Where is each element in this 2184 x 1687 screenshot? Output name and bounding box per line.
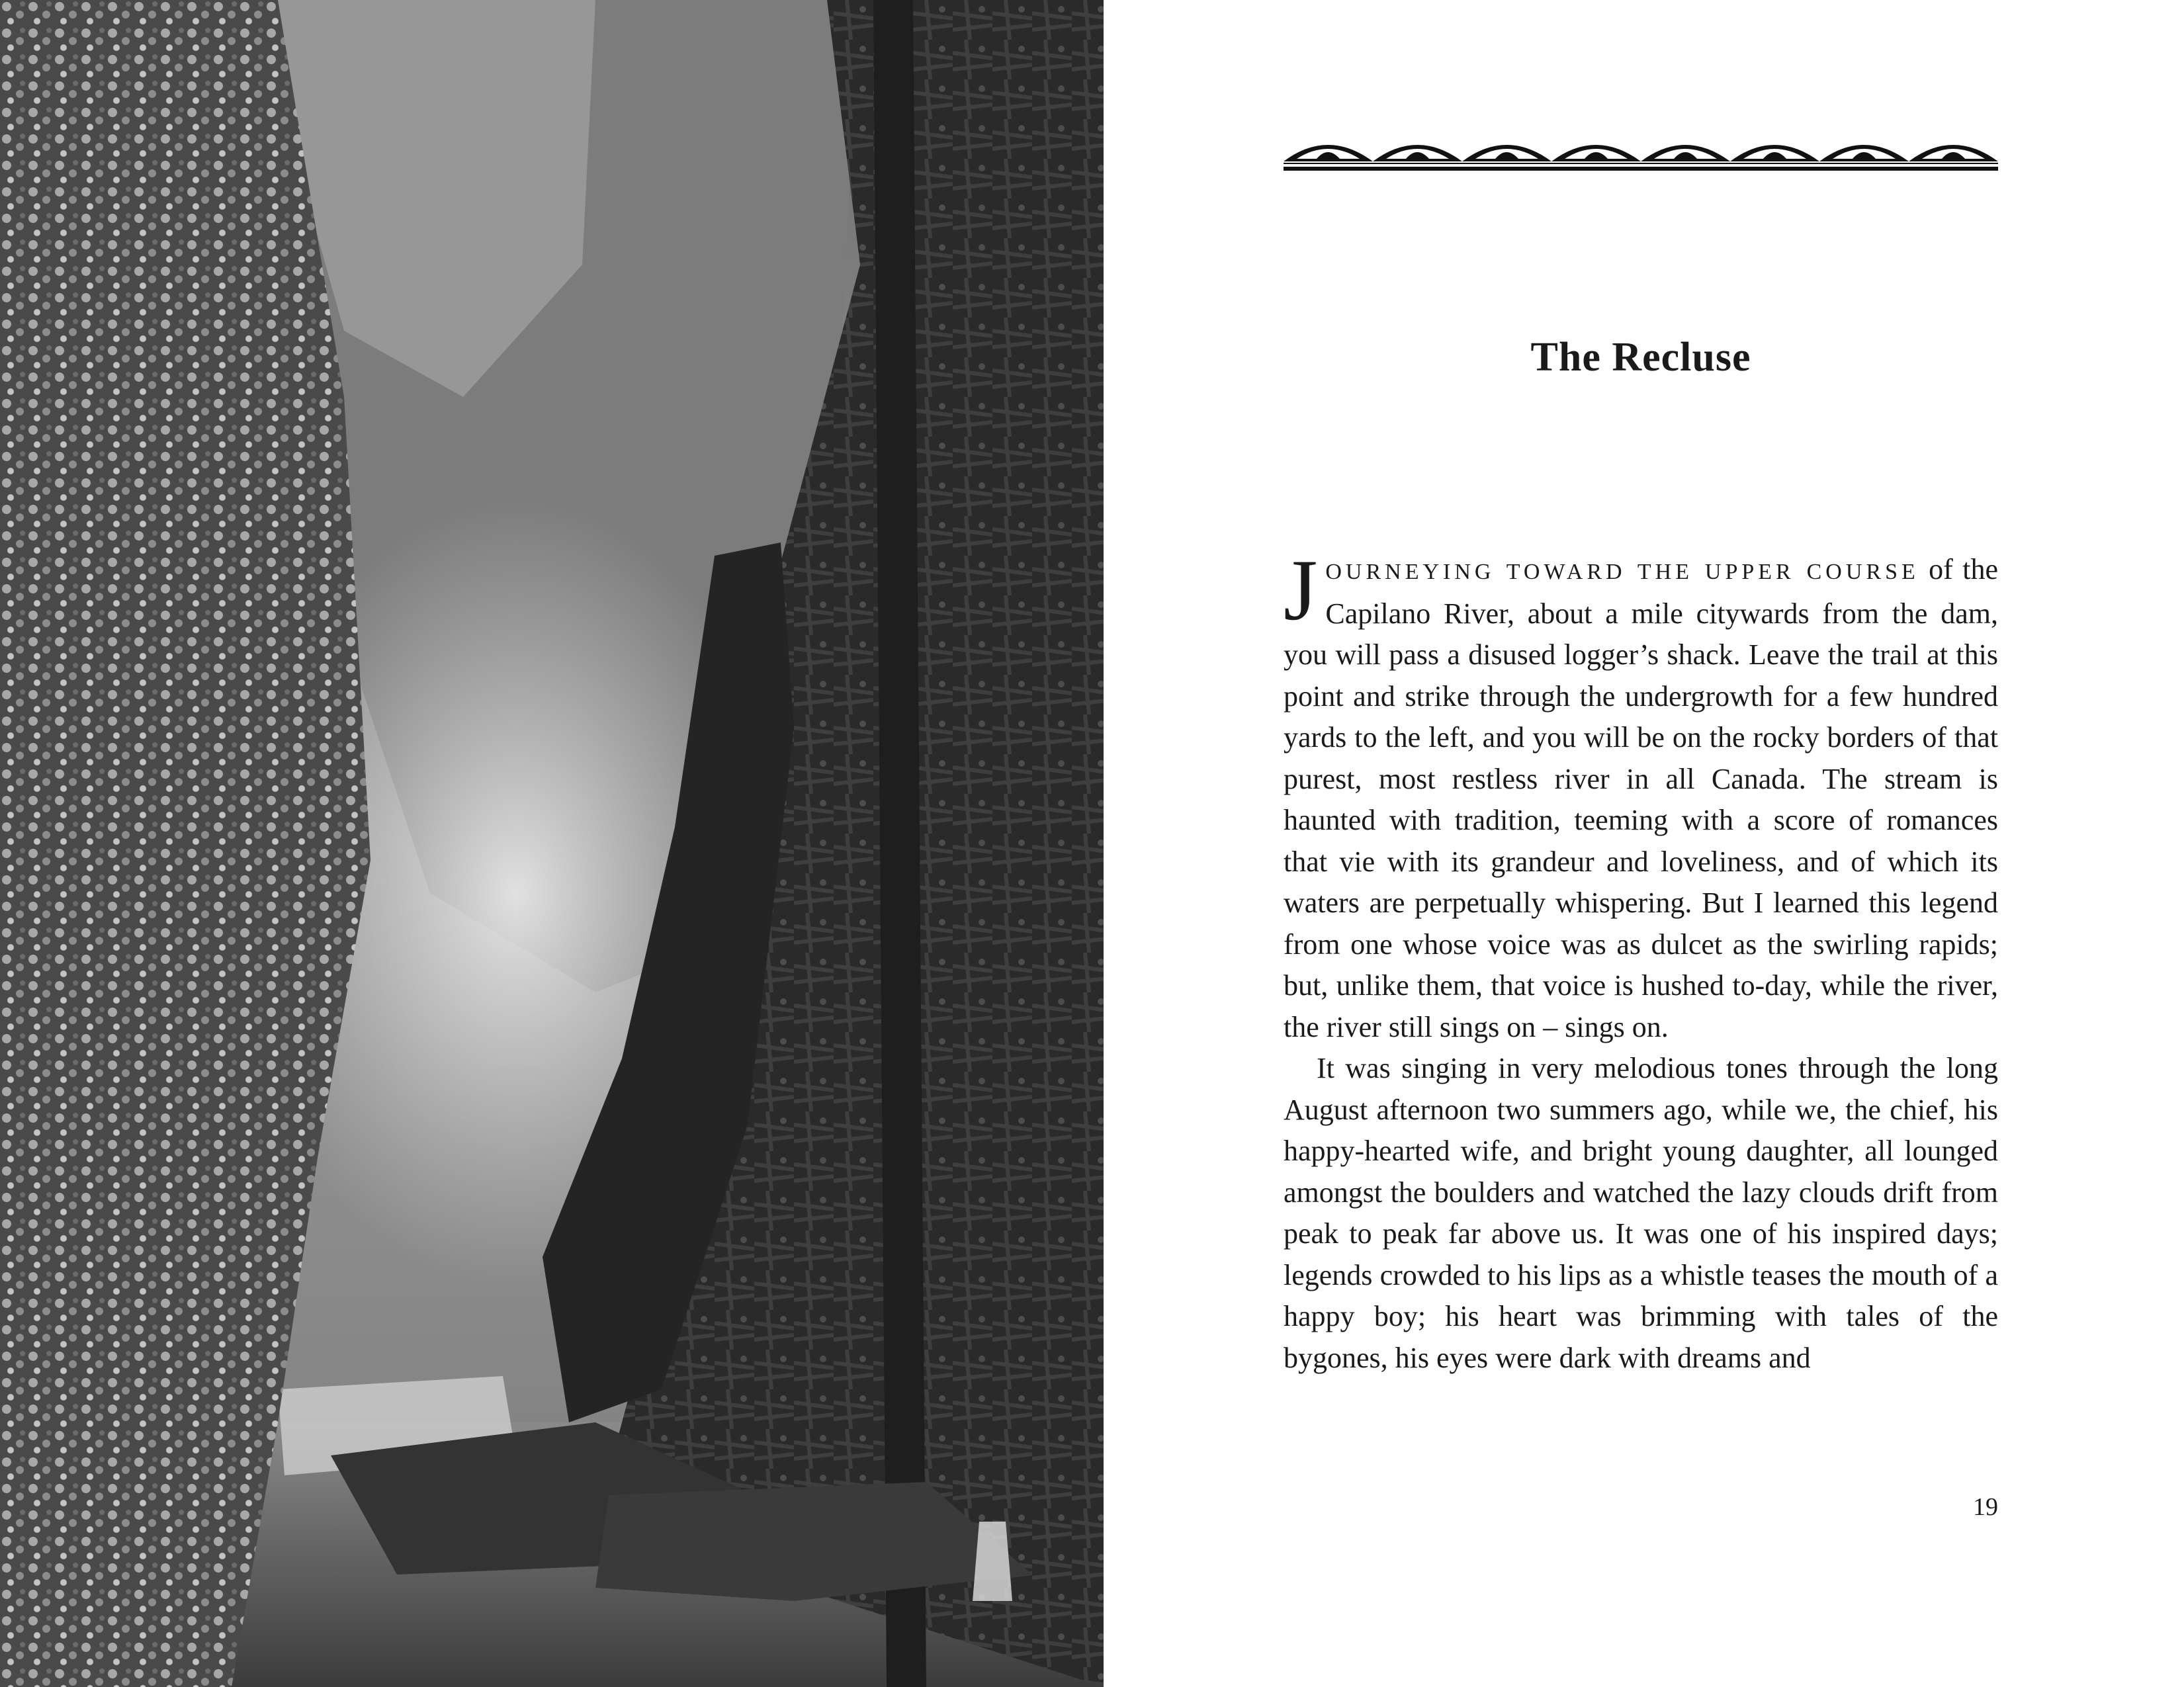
northwest-coast-border-ornament-icon xyxy=(1284,132,1998,172)
paragraph-2: It was singing in very melodious tones through the long August afternoon two summers ago, while we, the chief, his happy-hearted wife, and bright young daughter, all lounged amongst the boulders and watched the lazy clouds drift from peak to peak far above us. It was one of his inspired days; legends crowded to his lips as a whistle teases the mouth of a happy boy; his heart was brimming with tales of the bygones, his eyes were dark with dreams and xyxy=(1284,1052,1998,1374)
paragraph-1-text: of the Capilano River, about a mile citywards from the dam, you will pass a disused logger’s shack. Leave the trail at this point and strike through the undergrowth for a few hundred yards to the left, and you will be on the rocky borders of that purest, most restless river in all Canada. The stream is haunted with tradition, teeming with a score of romances that vie with its grandeur and loveliness, and of which its waters are perpetually whispering. But I learned this legend from one whose voice was as dulcet as the swirling rapids; but, unlike them, that voice is hushed to-day, while the river, the river still sings on – sings on. xyxy=(1284,553,1998,1043)
lead-in-small-caps: OURNEYING TOWARD THE UPPER COURSE xyxy=(1325,560,1919,584)
body-text xyxy=(1284,541,1998,1379)
drop-cap: J xyxy=(1284,541,1318,638)
chapter-title: The Recluse xyxy=(1530,335,1751,380)
paragraph-1 xyxy=(1284,541,1998,1048)
header-ornament xyxy=(1284,132,1998,172)
text-page xyxy=(1104,0,2184,1687)
page-number: 19 xyxy=(1973,1493,1998,1521)
